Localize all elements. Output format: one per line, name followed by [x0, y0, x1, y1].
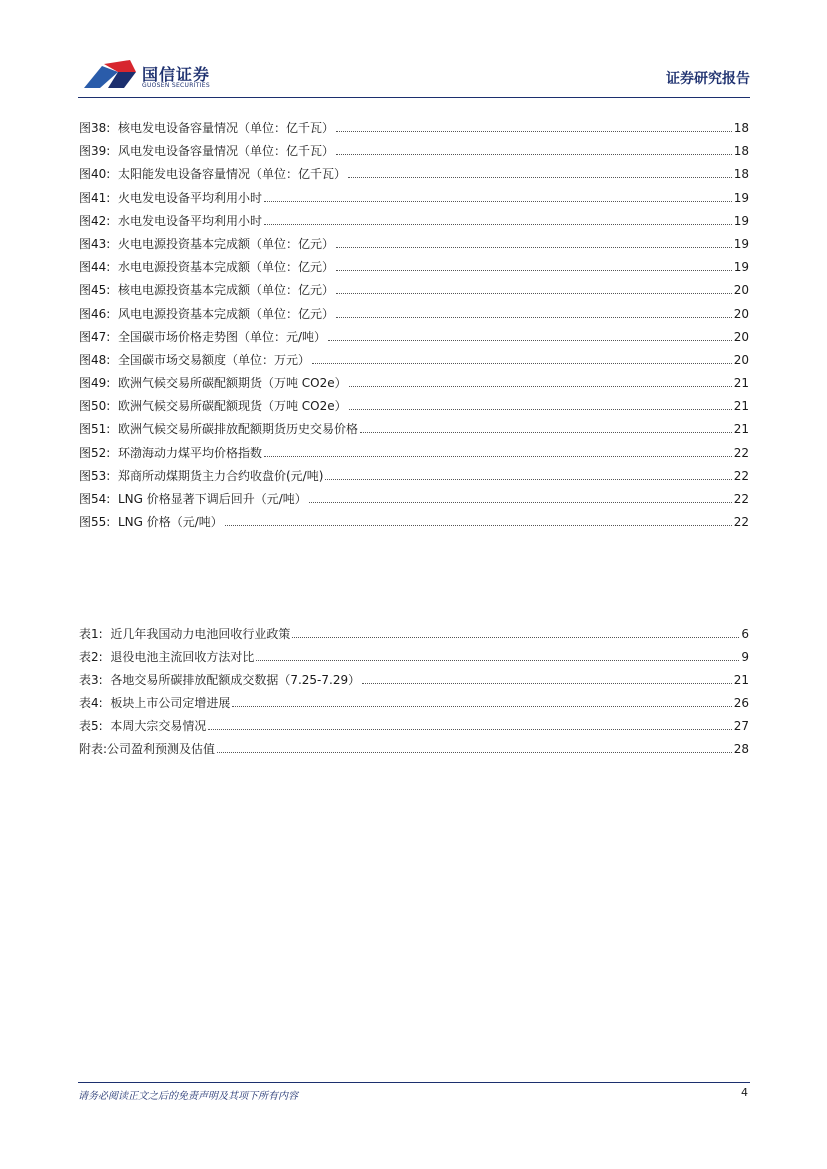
- entry-page-number: 19: [733, 213, 749, 228]
- entry-page-number: 6: [741, 627, 749, 641]
- entry-text: 太阳能发电设备容量情况（单位：亿千瓦）: [117, 167, 346, 182]
- entry-page-number: 26: [733, 696, 749, 710]
- entry-label: 图45:: [79, 283, 111, 298]
- toc-table-entry[interactable]: [79, 669, 749, 692]
- entry-text: 各地交易所碳排放配额成交数据（7.25-7.29）: [110, 673, 361, 687]
- entry-text: 欧洲气候交易所碳配额现货（万吨 CO2e）: [117, 399, 347, 414]
- entry-title: [79, 715, 206, 738]
- entry-label: 图39:: [79, 144, 111, 159]
- toc-figure-entry[interactable]: [79, 303, 749, 326]
- entry-label: 表1:: [79, 627, 103, 641]
- entry-page-number: 19: [733, 236, 749, 251]
- dot-leader: [336, 293, 732, 294]
- footer-divider: [78, 1082, 750, 1083]
- logo-english-name: GUOSEN SECURITIES: [142, 82, 211, 89]
- dot-leader: [349, 386, 732, 387]
- toc-figure-entry[interactable]: [79, 372, 749, 395]
- entry-page-number: 19: [733, 260, 749, 275]
- entry-label: 图54:: [79, 492, 111, 506]
- entry-text: 近几年我国动力电池回收行业政策: [110, 627, 291, 641]
- entry-label: 图51:: [79, 422, 111, 437]
- entry-title: [79, 488, 307, 511]
- entry-text: 火电发电设备平均利用小时: [117, 190, 262, 205]
- entry-label: 表2:: [79, 650, 103, 664]
- entry-page-number: 22: [733, 492, 749, 506]
- entry-label: 图46:: [79, 306, 111, 321]
- entry-label: 图49:: [79, 376, 111, 391]
- entry-title: [79, 233, 334, 256]
- toc-figure-entry[interactable]: [79, 326, 749, 349]
- entry-text: 核电电源投资基本完成额（单位：亿元）: [117, 283, 334, 298]
- entry-text: 全国碳市场价格走势图（单位：元/吨）: [117, 329, 327, 344]
- toc-table-entry[interactable]: [79, 738, 749, 761]
- entry-title: [79, 418, 358, 441]
- entry-text: 环渤海动力煤平均价格指数: [117, 445, 262, 460]
- entry-page-number: 20: [733, 352, 749, 367]
- entry-label: 图42:: [79, 213, 111, 228]
- entry-label: 图40:: [79, 167, 111, 182]
- entry-text: 水电电源投资基本完成额（单位：亿元）: [117, 260, 334, 275]
- dot-leader: [208, 729, 731, 730]
- entry-title: [79, 140, 334, 163]
- entry-title: [79, 210, 262, 233]
- entry-label: 图41:: [79, 190, 111, 205]
- entry-page-number: 21: [733, 422, 749, 437]
- toc-figure-entry[interactable]: [79, 279, 749, 302]
- toc-figure-entry[interactable]: [79, 140, 749, 163]
- entry-page-number: 18: [733, 167, 749, 182]
- toc-table-entry[interactable]: [79, 715, 749, 738]
- entry-page-number: 9: [741, 650, 749, 664]
- page-number: 4: [741, 1086, 748, 1099]
- logo-chinese-name: 国信证券: [142, 65, 211, 84]
- entry-title: [79, 395, 347, 418]
- dot-leader: [264, 201, 732, 202]
- entry-title: [79, 646, 254, 669]
- dot-leader: [217, 752, 732, 753]
- footer-disclaimer: 请务必阅读正文之后的免责声明及其项下所有内容: [78, 1091, 298, 1102]
- entry-title: [79, 303, 334, 326]
- dot-leader: [336, 131, 732, 132]
- guosen-logo-icon: [78, 58, 138, 92]
- toc-figure-entry[interactable]: [79, 163, 749, 186]
- entry-title: [79, 623, 290, 646]
- entry-page-number: 19: [733, 190, 749, 205]
- toc-figure-entry[interactable]: [79, 349, 749, 372]
- entry-text: 欧洲气候交易所碳排放配额期货历史交易价格: [117, 422, 358, 437]
- entry-title: [79, 349, 310, 372]
- entry-title: [79, 738, 215, 761]
- entry-title: [79, 163, 346, 186]
- dot-leader: [292, 637, 739, 638]
- toc-figure-entry[interactable]: [79, 187, 749, 210]
- toc-table-entry[interactable]: [79, 692, 749, 715]
- toc-figure-entry[interactable]: [79, 256, 749, 279]
- entry-text: 本周大宗交易情况: [110, 719, 207, 733]
- entry-page-number: 20: [733, 329, 749, 344]
- toc-figure-entry[interactable]: [79, 418, 749, 441]
- entry-label: 表5:: [79, 719, 103, 733]
- entry-page-number: 22: [733, 515, 749, 530]
- entry-text: LNG 价格显著下调后回升（元/吨）: [117, 492, 307, 506]
- entry-label: 表4:: [79, 696, 103, 710]
- entry-title: [79, 442, 262, 465]
- dot-leader: [312, 363, 732, 364]
- entry-text: 核电发电设备容量情况（单位：亿千瓦）: [117, 121, 334, 135]
- entry-title: [79, 279, 334, 302]
- toc-figure-entry[interactable]: [79, 233, 749, 256]
- toc-figure-entry[interactable]: [79, 395, 749, 418]
- entry-page-number: 21: [733, 673, 749, 687]
- entry-title: [79, 256, 334, 279]
- entry-label: 图53:: [79, 468, 111, 483]
- dot-leader: [348, 177, 732, 178]
- toc-table-entry[interactable]: [79, 623, 749, 646]
- dot-leader: [349, 409, 732, 410]
- entry-title: [79, 669, 360, 692]
- entry-text: 公司盈利预测及估值: [107, 742, 216, 756]
- dot-leader: [360, 432, 732, 433]
- dot-leader: [336, 247, 732, 248]
- entry-label: 图43:: [79, 236, 111, 251]
- entry-label: 图44:: [79, 260, 111, 275]
- entry-text: 郑商所动煤期货主力合约收盘价(元/吨): [117, 468, 324, 483]
- dot-leader: [328, 340, 732, 341]
- toc-figure-entry[interactable]: [79, 117, 749, 140]
- entry-page-number: 18: [733, 121, 749, 135]
- entry-text: 风电电源投资基本完成额（单位：亿元）: [117, 306, 334, 321]
- entry-text: LNG 价格（元/吨）: [117, 515, 223, 530]
- toc-figure-entry[interactable]: [79, 210, 749, 233]
- entry-title: [79, 511, 223, 534]
- entry-page-number: 28: [733, 742, 749, 756]
- entry-text: 风电发电设备容量情况（单位：亿千瓦）: [117, 144, 334, 159]
- entry-page-number: 20: [733, 283, 749, 298]
- report-type-label: 证券研究报告: [666, 71, 750, 87]
- dot-leader: [256, 660, 739, 661]
- dot-leader: [336, 270, 732, 271]
- entry-title: [79, 372, 347, 395]
- entry-page-number: 22: [733, 445, 749, 460]
- entry-label: 图55:: [79, 515, 111, 530]
- dot-leader: [309, 502, 732, 503]
- dot-leader: [264, 456, 732, 457]
- entry-label: 图48:: [79, 352, 111, 367]
- dot-leader: [336, 317, 732, 318]
- entry-label: 附表:: [79, 742, 108, 756]
- table-list: [79, 623, 749, 761]
- entry-page-number: 21: [733, 399, 749, 414]
- toc-table-entry[interactable]: [79, 646, 749, 669]
- entry-label: 图50:: [79, 399, 111, 414]
- entry-title: [79, 692, 230, 715]
- entry-page-number: 21: [733, 376, 749, 391]
- entry-label: 表3:: [79, 673, 103, 687]
- toc-figure-entry[interactable]: [79, 465, 749, 488]
- dot-leader: [264, 224, 732, 225]
- dot-leader: [232, 706, 731, 707]
- dot-leader: [362, 683, 732, 684]
- entry-text: 欧洲气候交易所碳配额期货（万吨 CO2e）: [117, 376, 347, 391]
- entry-title: [79, 187, 262, 210]
- entry-text: 退役电池主流回收方法对比: [110, 650, 255, 664]
- toc-figure-entry[interactable]: [79, 511, 749, 534]
- entry-title: [79, 326, 326, 349]
- entry-text: 全国碳市场交易额度（单位：万元）: [117, 352, 310, 367]
- entry-text: 板块上市公司定增进展: [110, 696, 231, 710]
- guosen-logo: [78, 58, 228, 92]
- entry-page-number: 20: [733, 306, 749, 321]
- entry-page-number: 22: [733, 468, 749, 483]
- entry-label: 图47:: [79, 329, 111, 344]
- dot-leader: [225, 525, 732, 526]
- entry-text: 水电发电设备平均利用小时: [117, 213, 262, 228]
- entry-page-number: 27: [733, 719, 749, 733]
- figure-list: [79, 117, 749, 534]
- page-header: [78, 56, 750, 96]
- entry-page-number: 18: [733, 144, 749, 159]
- entry-title: [79, 465, 323, 488]
- toc-figure-entry[interactable]: [79, 442, 749, 465]
- entry-title: [79, 117, 334, 140]
- dot-leader: [325, 479, 731, 480]
- toc-figure-entry[interactable]: [79, 488, 749, 511]
- entry-label: 图38:: [79, 121, 111, 135]
- dot-leader: [336, 154, 732, 155]
- entry-label: 图52:: [79, 445, 111, 460]
- header-divider: [78, 97, 750, 98]
- entry-text: 火电电源投资基本完成额（单位：亿元）: [117, 236, 334, 251]
